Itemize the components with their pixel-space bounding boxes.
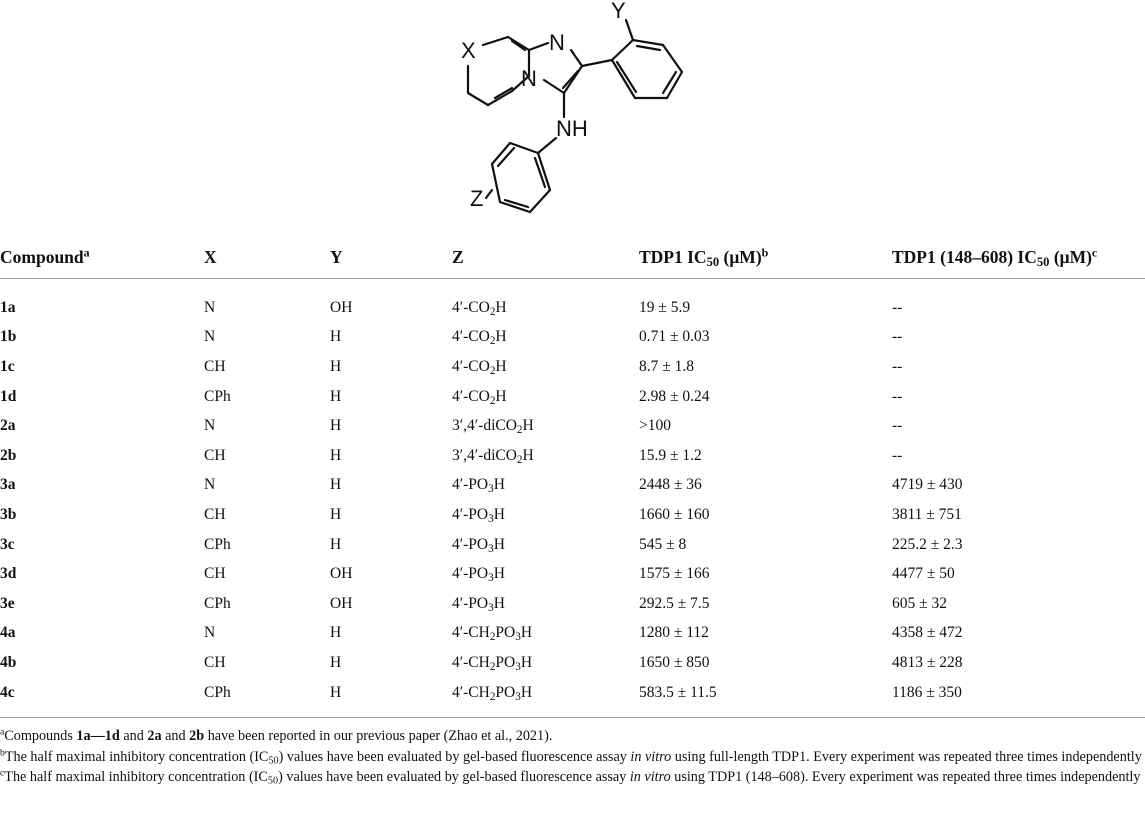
cell-tdp1-ic50: 1575 ± 166 (639, 565, 710, 583)
cell-z: $4'-CH_2PO_3H$ (452, 653, 533, 673)
atom-n-label: N (549, 30, 565, 55)
footnote-c: $^c$The half maximal inhibitory concentration $(IC_{50})$ values have been evaluated by gel-based fluorescence assay in vitro using TDP1 (148–608). Every experiment was repeated three times independently (0, 767, 1141, 787)
cell-compound: 1d (0, 387, 17, 405)
cell-z: $4'-CH_2PO_3H$ (452, 624, 533, 644)
cell-compound: 3d (0, 565, 17, 583)
cell-z: $4'-PO_3H$ (452, 535, 505, 555)
cell-compound: 1a (0, 298, 16, 316)
cell-y: H (330, 476, 342, 494)
cell-x: CH (204, 565, 226, 583)
cell-tdp1-ic50: 2.98 ± 0.24 (639, 387, 710, 405)
atom-y-label: Y (611, 0, 626, 23)
atom-z-label: Z (470, 186, 484, 211)
header-tdp1-truncated-ic50: TDP1 (148–608) $IC_{50}$ $(\mu M)^c$ (892, 236, 1145, 279)
cell-z: $4'-CO_2H$ (452, 298, 507, 318)
cell-compound: 3a (0, 476, 16, 494)
table-row (0, 678, 1145, 718)
cell-tdp1-ic50: 1650 ± 850 (639, 653, 710, 671)
tdp1-ic50-table (0, 236, 1145, 718)
cell-z: $4'-PO_3H$ (452, 565, 505, 584)
cell-x: CH (204, 446, 226, 464)
cell-y: H (330, 417, 342, 435)
cell-tdp1-truncated-ic50: 605 ± 32 (892, 594, 948, 612)
header-compound: Compound$^a$ (0, 236, 204, 279)
cell-compound: 1c (0, 357, 15, 375)
cell-x: CPh (204, 594, 231, 612)
cell-x: N (204, 298, 216, 316)
cell-z: 3′,4′-diCO$_2$H (452, 446, 534, 466)
table-row (0, 648, 1145, 678)
header-y: Y (330, 236, 452, 279)
cell-compound: 4b (0, 653, 17, 671)
header-x: X (204, 236, 330, 279)
header-tdp1-ic50: TDP1 $IC_{50}$ $(\mu M)^b$ (639, 236, 892, 279)
cell-z: $4'-PO_3H$ (452, 505, 505, 525)
cell-z: $4'-CO_2H$ (452, 328, 507, 348)
cell-z: $4'-CH_2PO_3H$ (452, 683, 533, 703)
cell-tdp1-ic50: 292.5 ± 7.5 (639, 594, 710, 612)
table-row (0, 471, 1145, 501)
cell-x: N (204, 476, 216, 494)
cell-y: H (330, 446, 342, 464)
cell-y: OH (330, 565, 353, 583)
footnote-b: $^b$The half maximal inhibitory concentration $(IC_{50})$ values have been evaluated by gel-based fluorescence assay in vitro using full-length TDP1. Every experiment was repeated three times independently (0, 747, 1142, 767)
table-row (0, 500, 1145, 530)
footnote-a: $^a$Compounds 1a—1d and 2a and 2b have been reported in our previous paper (Zhao et al., 2021). (0, 726, 553, 744)
cell-z: $4'-PO_3H$ (452, 594, 505, 614)
header-z: Z (452, 236, 639, 279)
cell-tdp1-truncated-ic50: 4813 ± 228 (892, 653, 963, 671)
table-row (0, 352, 1145, 382)
cell-tdp1-ic50: >100 (639, 417, 671, 435)
cell-y: H (330, 328, 342, 346)
cell-compound: 2b (0, 446, 17, 464)
table-row (0, 323, 1145, 353)
cell-y: H (330, 624, 342, 642)
cell-tdp1-truncated-ic50: -- (892, 417, 903, 435)
cell-x: CPh (204, 387, 231, 405)
chemical-structure (380, 0, 740, 215)
cell-compound: 3c (0, 535, 15, 553)
cell-compound: 3e (0, 594, 15, 612)
cell-tdp1-truncated-ic50: 4358 ± 472 (892, 624, 963, 642)
atom-nh-label: NH (556, 116, 588, 141)
cell-tdp1-truncated-ic50: 4477 ± 50 (892, 565, 955, 583)
cell-y: OH (330, 594, 353, 612)
table-row (0, 619, 1145, 649)
table-row (0, 382, 1145, 412)
cell-tdp1-truncated-ic50: -- (892, 328, 903, 346)
footnotes (0, 726, 1145, 788)
table-body (0, 279, 1145, 718)
table-row (0, 279, 1145, 323)
table-row (0, 589, 1145, 619)
cell-z: $4'-CO_2H$ (452, 357, 507, 377)
cell-compound: 4c (0, 683, 15, 701)
cell-x: N (204, 624, 216, 642)
cell-y: H (330, 653, 342, 671)
cell-x: CPh (204, 683, 231, 701)
cell-x: CH (204, 505, 226, 523)
cell-tdp1-truncated-ic50: 3811 ± 751 (892, 505, 962, 523)
cell-tdp1-truncated-ic50: 225.2 ± 2.3 (892, 535, 963, 553)
cell-tdp1-truncated-ic50: 1186 ± 350 (892, 683, 962, 701)
cell-tdp1-ic50: 1660 ± 160 (639, 505, 710, 523)
cell-compound: 4a (0, 624, 16, 642)
table-row (0, 441, 1145, 471)
cell-y: H (330, 357, 342, 375)
cell-z: 3′,4′-diCO$_2$H (452, 417, 534, 436)
table-row (0, 411, 1145, 441)
atom-x-label: X (461, 38, 476, 63)
cell-y: H (330, 505, 342, 523)
cell-tdp1-ic50: 1280 ± 112 (639, 624, 709, 642)
cell-tdp1-truncated-ic50: 4719 ± 430 (892, 476, 963, 494)
cell-compound: 1b (0, 328, 17, 346)
cell-x: N (204, 328, 216, 346)
cell-x: CH (204, 357, 226, 375)
cell-tdp1-ic50: 545 ± 8 (639, 535, 687, 553)
atom-n-bridge-label: N (521, 66, 537, 91)
table-row (0, 559, 1145, 589)
cell-tdp1-ic50: 0.71 ± 0.03 (639, 328, 710, 346)
cell-compound: 3b (0, 505, 17, 523)
table-row (0, 530, 1145, 560)
cell-x: N (204, 417, 216, 435)
cell-y: H (330, 387, 342, 405)
cell-tdp1-truncated-ic50: -- (892, 357, 903, 375)
table-header (0, 236, 1145, 279)
cell-compound: 2a (0, 417, 16, 435)
cell-y: H (330, 683, 342, 701)
cell-tdp1-ic50: 15.9 ± 1.2 (639, 446, 702, 464)
cell-z: $4'-PO_3H$ (452, 476, 505, 496)
cell-tdp1-truncated-ic50: -- (892, 446, 903, 464)
cell-y: OH (330, 298, 353, 316)
cell-tdp1-truncated-ic50: -- (892, 387, 903, 405)
cell-tdp1-ic50: 19 ± 5.9 (639, 298, 691, 316)
cell-tdp1-ic50: 2448 ± 36 (639, 476, 702, 494)
cell-y: H (330, 535, 342, 553)
cell-z: $4'-CO_2H$ (452, 387, 507, 407)
cell-x: CH (204, 653, 226, 671)
cell-tdp1-ic50: 8.7 ± 1.8 (639, 357, 695, 375)
cell-tdp1-ic50: 583.5 ± 11.5 (639, 683, 717, 701)
cell-tdp1-truncated-ic50: -- (892, 298, 903, 316)
cell-x: CPh (204, 535, 231, 553)
